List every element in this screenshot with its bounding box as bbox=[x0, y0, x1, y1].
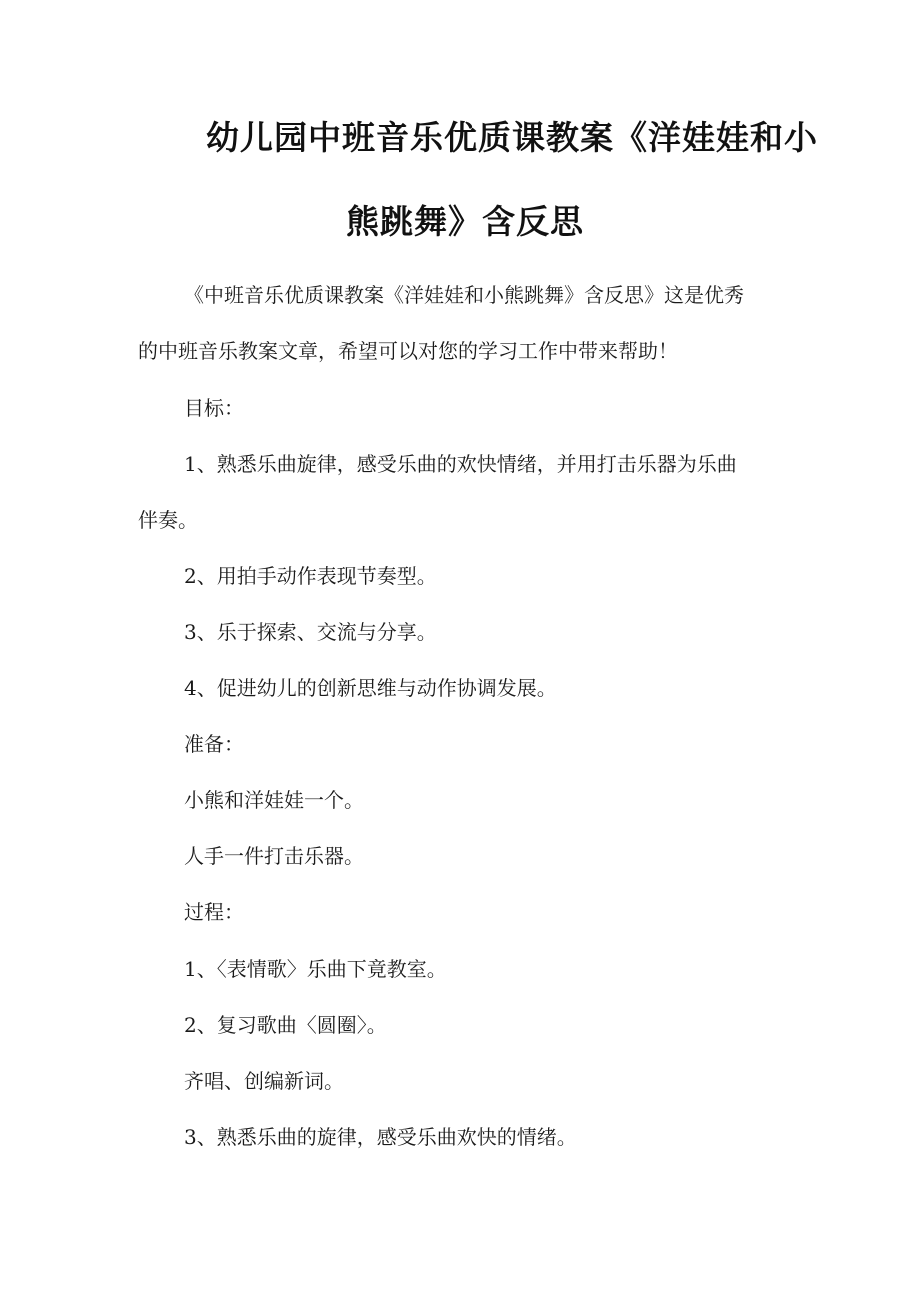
goal-3: 3、乐于探索、交流与分享。 bbox=[184, 620, 437, 644]
preparation-heading: 准备： bbox=[184, 732, 244, 756]
process-heading: 过程： bbox=[184, 900, 244, 924]
goal-1-line-1: 1、熟悉乐曲旋律，感受乐曲的欢快情绪，并用打击乐器为乐曲 bbox=[184, 452, 737, 476]
goal-1-line-2: 伴奏。 bbox=[138, 508, 198, 532]
preparation-item-1: 小熊和洋娃娃一个。 bbox=[184, 788, 364, 812]
process-step-1: 1、〈表情歌〉乐曲下竟教室。 bbox=[184, 957, 447, 981]
process-step-3: 3、熟悉乐曲的旋律，感受乐曲欢快的情绪。 bbox=[184, 1125, 577, 1149]
goal-4: 4、促进幼儿的创新思维与动作协调发展。 bbox=[184, 676, 557, 700]
goal-2: 2、用拍手动作表现节奏型。 bbox=[184, 564, 437, 588]
preparation-item-2: 人手一件打击乐器。 bbox=[184, 844, 364, 868]
intro-paragraph-line-1: 《中班音乐优质课教案《洋娃娃和小熊跳舞》含反思》这是优秀 bbox=[184, 283, 744, 307]
intro-paragraph-line-2: 的中班音乐教案文章，希望可以对您的学习工作中带来帮助！ bbox=[138, 339, 678, 363]
document-title-line-2: 熊跳舞》含反思 bbox=[346, 202, 584, 241]
process-step-2-detail: 齐唱、创编新词。 bbox=[184, 1069, 344, 1093]
document-title-line-1: 幼儿园中班音乐优质课教案《洋娃娃和小 bbox=[206, 118, 818, 157]
goals-heading: 目标： bbox=[184, 396, 244, 420]
process-step-2: 2、复习歌曲〈圆圈〉。 bbox=[184, 1013, 387, 1037]
